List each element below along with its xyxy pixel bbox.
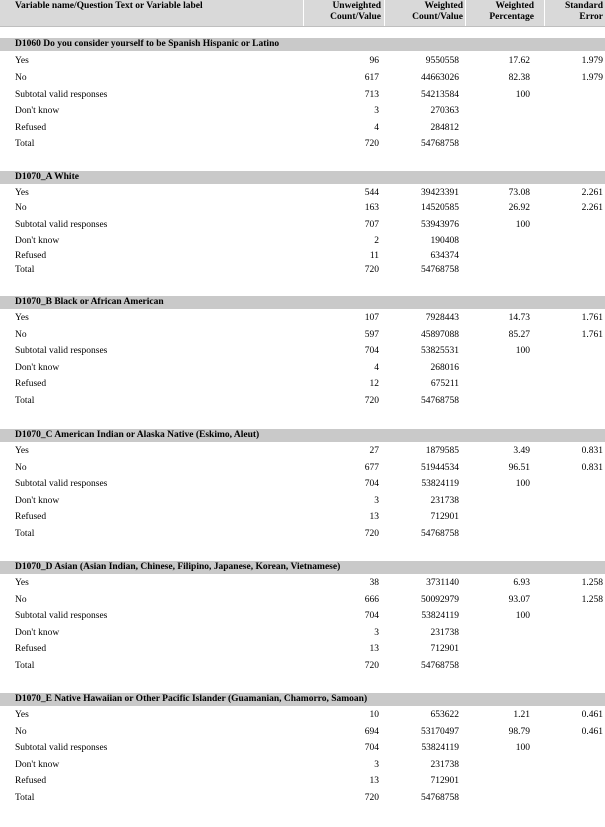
cell-wc: 53824119 (421, 611, 459, 621)
cell-unw: 13 (369, 776, 379, 786)
row-label: Refused (15, 512, 47, 522)
section-title: D1070_A White (0, 171, 605, 184)
cell-wp: 3.49 (513, 446, 530, 456)
cell-wp: 26.92 (508, 203, 530, 213)
row-label: Subtotal valid responses (15, 90, 108, 100)
cell-wc: 712901 (430, 644, 459, 654)
cell-wc: 270363 (430, 106, 459, 116)
table-row (0, 594, 605, 607)
variable-section (0, 296, 605, 406)
row-label: No (15, 463, 27, 473)
cell-wc: 54768758 (421, 661, 459, 671)
header-standard-error-line2: Error (579, 12, 603, 22)
row-label: Subtotal valid responses (15, 220, 108, 230)
cell-unw: 720 (364, 139, 379, 149)
cell-se: 0.831 (581, 446, 603, 456)
table-row (0, 187, 605, 200)
cell-unw: 694 (364, 727, 379, 737)
cell-wc: 54213584 (421, 90, 459, 100)
section-title: D1070_C American Indian or Alaska Native (Eskimo, Aleut) (0, 429, 605, 442)
row-label: No (15, 727, 27, 737)
cell-wc: 712901 (430, 512, 459, 522)
cell-wp: 85.27 (508, 330, 530, 340)
row-label: Subtotal valid responses (15, 346, 108, 356)
table-row (0, 643, 605, 656)
row-label: Don't know (15, 760, 60, 770)
row-label: Subtotal valid responses (15, 611, 108, 621)
section-title: D1060 Do you consider yourself to be Spanish Hispanic or Latino (0, 38, 605, 51)
row-label: No (15, 203, 27, 213)
row-label: Subtotal valid responses (15, 479, 108, 489)
table-row (0, 792, 605, 805)
cell-unw: 3 (374, 106, 379, 116)
cell-unw: 704 (364, 479, 379, 489)
variable-section (0, 561, 605, 671)
row-label: Don't know (15, 496, 60, 506)
cell-se: 1.258 (581, 578, 603, 588)
cell-wp: 100 (515, 743, 530, 753)
table-row (0, 742, 605, 755)
row-label: Subtotal valid responses (15, 743, 108, 753)
row-label: Yes (15, 578, 29, 588)
table-row (0, 264, 605, 277)
cell-unw: 96 (369, 56, 379, 66)
cell-unw: 107 (364, 313, 379, 323)
cell-wc: 54768758 (421, 529, 459, 539)
section-title: D1070_D Asian (Asian Indian, Chinese, Filipino, Japanese, Korean, Vietnamese) (0, 561, 605, 574)
table-row (0, 577, 605, 590)
row-label: No (15, 330, 27, 340)
cell-wc: 268016 (430, 363, 459, 373)
row-label: Don't know (15, 106, 60, 116)
cell-wc: 675211 (430, 379, 459, 389)
row-label: Total (15, 265, 35, 275)
cell-unw: 163 (364, 203, 379, 213)
table-row (0, 378, 605, 391)
cell-se: 0.831 (581, 463, 603, 473)
cell-wc: 653622 (430, 710, 459, 720)
cell-wc: 54768758 (421, 265, 459, 275)
cell-unw: 720 (364, 265, 379, 275)
cell-unw: 704 (364, 743, 379, 753)
cell-wc: 3731140 (426, 578, 459, 588)
table-row (0, 72, 605, 85)
table-row (0, 345, 605, 358)
cell-wc: 231738 (430, 628, 459, 638)
cell-wc: 231738 (430, 496, 459, 506)
table-row (0, 250, 605, 263)
header-standard-error-line1: Standard (564, 1, 603, 11)
row-label: Don't know (15, 628, 60, 638)
variable-section (0, 171, 605, 275)
cell-unw: 720 (364, 396, 379, 406)
column-divider (544, 0, 545, 26)
cell-unw: 12 (369, 379, 379, 389)
row-label: No (15, 595, 27, 605)
cell-unw: 27 (369, 446, 379, 456)
cell-wp: 17.62 (508, 56, 530, 66)
cell-wp: 100 (515, 220, 530, 230)
cell-unw: 617 (364, 73, 379, 83)
cell-wc: 53825531 (421, 346, 459, 356)
table-row (0, 478, 605, 491)
section-title: D1070_B Black or African American (0, 296, 605, 309)
cell-se: 1.761 (581, 313, 603, 323)
row-label: Don't know (15, 363, 60, 373)
cell-wc: 9550558 (425, 56, 459, 66)
row-label: Refused (15, 123, 47, 133)
cell-wc: 190408 (430, 236, 459, 246)
cell-wc: 1879585 (425, 446, 459, 456)
table-row (0, 627, 605, 640)
row-label: Refused (15, 251, 47, 261)
cell-wp: 100 (515, 611, 530, 621)
cell-unw: 713 (364, 90, 379, 100)
row-label: Refused (15, 776, 47, 786)
variable-section (0, 693, 605, 803)
row-label: Yes (15, 56, 29, 66)
cell-unw: 13 (369, 512, 379, 522)
row-label: Total (15, 661, 35, 671)
cell-wc: 7928443 (425, 313, 459, 323)
cell-unw: 720 (364, 793, 379, 803)
cell-unw: 13 (369, 644, 379, 654)
cell-wp: 100 (515, 90, 530, 100)
table-row (0, 329, 605, 342)
row-label: Total (15, 529, 35, 539)
cell-se: 2.261 (581, 188, 603, 198)
row-label: Refused (15, 379, 47, 389)
header-standard-error (565, 1, 603, 23)
table-row (0, 445, 605, 458)
cell-unw: 704 (364, 611, 379, 621)
cell-unw: 597 (364, 330, 379, 340)
cell-wp: 96.51 (508, 463, 530, 473)
table-row (0, 312, 605, 325)
cell-se: 1.258 (581, 595, 603, 605)
table-row (0, 610, 605, 623)
header-weighted-percentage-line1: Weighted (495, 1, 534, 11)
table-row (0, 89, 605, 102)
cell-unw: 38 (369, 578, 379, 588)
header-unweighted (330, 1, 381, 23)
cell-wp: 100 (515, 346, 530, 356)
table-row (0, 709, 605, 722)
table-row (0, 462, 605, 475)
cell-unw: 3 (374, 628, 379, 638)
table-row (0, 235, 605, 248)
header-weighted-count-line1: Weighted (424, 1, 463, 11)
cell-wc: 634374 (430, 251, 459, 261)
table-row (0, 775, 605, 788)
row-label: Don't know (15, 236, 60, 246)
cell-wc: 14520585 (421, 203, 459, 213)
cell-unw: 704 (364, 346, 379, 356)
cell-wp: 14.73 (508, 313, 530, 323)
cell-wc: 54768758 (421, 793, 459, 803)
cell-unw: 3 (374, 496, 379, 506)
cell-unw: 10 (369, 710, 379, 720)
cell-wp: 98.79 (508, 727, 530, 737)
cell-wc: 51944534 (421, 463, 459, 473)
header-weighted-count (412, 1, 463, 23)
cell-unw: 544 (364, 188, 379, 198)
row-label: Yes (15, 446, 29, 456)
cell-unw: 720 (364, 529, 379, 539)
table-row (0, 219, 605, 232)
table-row (0, 660, 605, 673)
table-row (0, 105, 605, 118)
column-divider (465, 0, 466, 26)
header-weighted-percentage-line2: Percentage (489, 12, 534, 22)
cell-wc: 53824119 (421, 743, 459, 753)
cell-wc: 50092979 (421, 595, 459, 605)
row-label: Yes (15, 313, 29, 323)
table-row (0, 202, 605, 215)
cell-wc: 53824119 (421, 479, 459, 489)
section-title: D1070_E Native Hawaiian or Other Pacific Islander (Guamanian, Chamorro, Samoan) (0, 693, 605, 706)
header-unweighted-line1: Unweighted (332, 1, 381, 11)
cell-se: 0.461 (581, 710, 603, 720)
cell-wc: 53170497 (421, 727, 459, 737)
cell-unw: 2 (374, 236, 379, 246)
cell-se: 0.461 (581, 727, 603, 737)
header-unweighted-line2: Count/Value (330, 12, 381, 22)
table-row (0, 395, 605, 408)
cell-wc: 39423391 (421, 188, 459, 198)
cell-unw: 707 (364, 220, 379, 230)
cell-wp: 73.08 (508, 188, 530, 198)
cell-wc: 45897088 (421, 330, 459, 340)
row-label: Total (15, 139, 35, 149)
cell-wc: 231738 (430, 760, 459, 770)
cell-se: 2.261 (581, 203, 603, 213)
table-row (0, 362, 605, 375)
cell-wp: 1.21 (513, 710, 530, 720)
header-weighted-percentage (489, 1, 534, 23)
cell-wp: 82.38 (508, 73, 530, 83)
row-label: No (15, 73, 27, 83)
cell-unw: 3 (374, 760, 379, 770)
cell-se: 1.979 (581, 56, 603, 66)
row-label: Yes (15, 188, 29, 198)
cell-unw: 720 (364, 661, 379, 671)
cell-unw: 677 (364, 463, 379, 473)
cell-unw: 666 (364, 595, 379, 605)
header-variable: Variable name/Question Text or Variable label (15, 1, 203, 11)
cell-wc: 284812 (430, 123, 459, 133)
cell-wp: 93.07 (508, 595, 530, 605)
cell-wp: 6.93 (513, 578, 530, 588)
cell-se: 1.979 (581, 73, 603, 83)
row-label: Refused (15, 644, 47, 654)
variable-section (0, 38, 605, 149)
table-row (0, 759, 605, 772)
cell-wc: 53943976 (421, 220, 459, 230)
row-label: Total (15, 793, 35, 803)
table-row (0, 528, 605, 541)
cell-wc: 54768758 (421, 396, 459, 406)
table-row (0, 726, 605, 739)
cell-se: 1.761 (581, 330, 603, 340)
table-row (0, 55, 605, 68)
table-row (0, 511, 605, 524)
cell-wc: 712901 (430, 776, 459, 786)
cell-unw: 4 (374, 363, 379, 373)
row-label: Yes (15, 710, 29, 720)
column-divider (384, 0, 385, 26)
table-row (0, 495, 605, 508)
cell-wp: 100 (515, 479, 530, 489)
row-label: Total (15, 396, 35, 406)
column-header-row (0, 0, 605, 27)
header-weighted-count-line2: Count/Value (412, 12, 463, 22)
table-row (0, 138, 605, 151)
cell-unw: 11 (369, 251, 379, 261)
table-row (0, 122, 605, 135)
column-divider (303, 0, 304, 26)
variable-section (0, 429, 605, 539)
cell-unw: 4 (374, 123, 379, 133)
cell-wc: 44663026 (421, 73, 459, 83)
cell-wc: 54768758 (421, 139, 459, 149)
